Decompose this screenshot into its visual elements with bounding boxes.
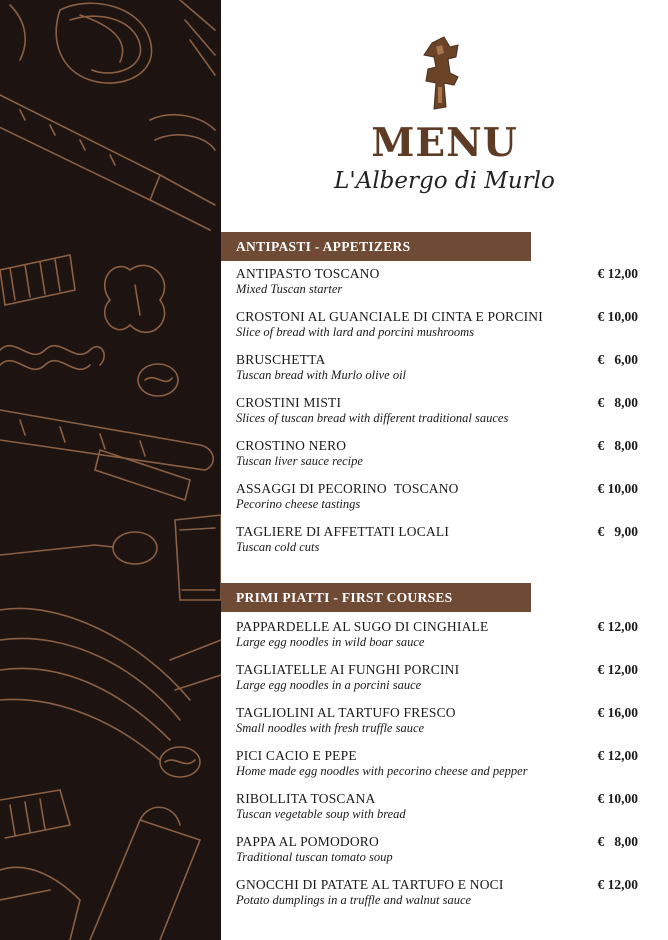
item-description: Pecorino cheese tastings bbox=[236, 497, 361, 511]
kitchen-sketch-illustration bbox=[0, 0, 221, 940]
item-price: € 8,00 bbox=[597, 395, 638, 410]
menu-content bbox=[221, 0, 668, 940]
item-description: Large egg noodles in wild boar sauce bbox=[236, 635, 425, 649]
first-courses-list bbox=[236, 619, 641, 920]
item-name: CROSTONI AL GUANCIALE DI CINTA E PORCINI bbox=[236, 309, 543, 324]
menu-item bbox=[236, 524, 641, 567]
item-name: TAGLIERE DI AFFETTATI LOCALI bbox=[236, 524, 450, 539]
item-name: BRUSCHETTA bbox=[236, 352, 326, 367]
item-price: € 10,00 bbox=[597, 309, 638, 324]
item-name: TAGLIOLINI AL TARTUFO FRESCO bbox=[236, 705, 456, 720]
item-description: Tuscan liver sauce recipe bbox=[236, 454, 363, 468]
item-description: Mixed Tuscan starter bbox=[236, 282, 343, 296]
item-name: CROSTINI MISTI bbox=[236, 395, 342, 410]
item-price: € 10,00 bbox=[597, 791, 638, 806]
item-price: € 8,00 bbox=[597, 438, 638, 453]
item-description: Large egg noodles in a porcini sauce bbox=[236, 678, 422, 692]
item-description: Tuscan bread with Murlo olive oil bbox=[236, 368, 407, 382]
item-price: € 16,00 bbox=[597, 705, 638, 720]
item-name: RIBOLLITA TOSCANA bbox=[236, 791, 376, 806]
section-header-first-courses: PRIMI PIATTI - FIRST COURSES bbox=[221, 583, 531, 612]
appetizers-list bbox=[236, 266, 641, 567]
item-price: € 12,00 bbox=[597, 748, 638, 763]
item-name: ANTIPASTO TOSCANO bbox=[236, 266, 380, 281]
item-description: Traditional tuscan tomato soup bbox=[236, 850, 393, 864]
item-name: GNOCCHI DI PATATE AL TARTUFO E NOCI bbox=[236, 877, 504, 892]
item-description: Slice of bread with lard and porcini mushrooms bbox=[236, 325, 475, 339]
item-name: CROSTINO NERO bbox=[236, 438, 347, 453]
decorative-sketch-panel bbox=[0, 0, 221, 940]
menu-item bbox=[236, 834, 641, 877]
menu-title: MENU bbox=[371, 120, 518, 166]
item-name: PICI CACIO E PEPE bbox=[236, 748, 357, 763]
menu-item bbox=[236, 481, 641, 524]
menu-item bbox=[236, 438, 641, 481]
menu-item bbox=[236, 619, 641, 662]
item-description: Small noodles with fresh truffle sauce bbox=[236, 721, 425, 735]
item-price: € 12,00 bbox=[597, 877, 638, 892]
menu-item bbox=[236, 309, 641, 352]
item-price: € 6,00 bbox=[597, 352, 638, 367]
item-name: PAPPARDELLE AL SUGO DI CINGHIALE bbox=[236, 619, 489, 634]
menu-item bbox=[236, 395, 641, 438]
menu-item bbox=[236, 748, 641, 791]
menu-item bbox=[236, 791, 641, 834]
item-description: Tuscan cold cuts bbox=[236, 540, 320, 554]
item-name: ASSAGGI DI PECORINO TOSCANO bbox=[236, 481, 459, 496]
menu-item bbox=[236, 662, 641, 705]
item-price: € 12,00 bbox=[597, 266, 638, 281]
item-name: PAPPA AL POMODORO bbox=[236, 834, 379, 849]
item-description: Home made egg noodles with pecorino cheese and pepper bbox=[236, 764, 528, 778]
restaurant-name: L'Albergo di Murlo bbox=[334, 168, 555, 194]
section-header-appetizers: ANTIPASTI - APPETIZERS bbox=[221, 232, 531, 261]
item-price: € 10,00 bbox=[597, 481, 638, 496]
item-description: Tuscan vegetable soup with bread bbox=[236, 807, 406, 821]
restaurant-logo-icon bbox=[414, 33, 464, 113]
menu-item bbox=[236, 266, 641, 309]
menu-item bbox=[236, 877, 641, 920]
item-price: € 12,00 bbox=[597, 662, 638, 677]
menu-item bbox=[236, 352, 641, 395]
item-description: Slices of tuscan bread with different traditional sauces bbox=[236, 411, 509, 425]
menu-item bbox=[236, 705, 641, 748]
item-price: € 9,00 bbox=[597, 524, 638, 539]
item-price: € 8,00 bbox=[597, 834, 638, 849]
item-description: Potato dumplings in a truffle and walnut sauce bbox=[236, 893, 472, 907]
item-name: TAGLIATELLE AI FUNGHI PORCINI bbox=[236, 662, 460, 677]
item-price: € 12,00 bbox=[597, 619, 638, 634]
